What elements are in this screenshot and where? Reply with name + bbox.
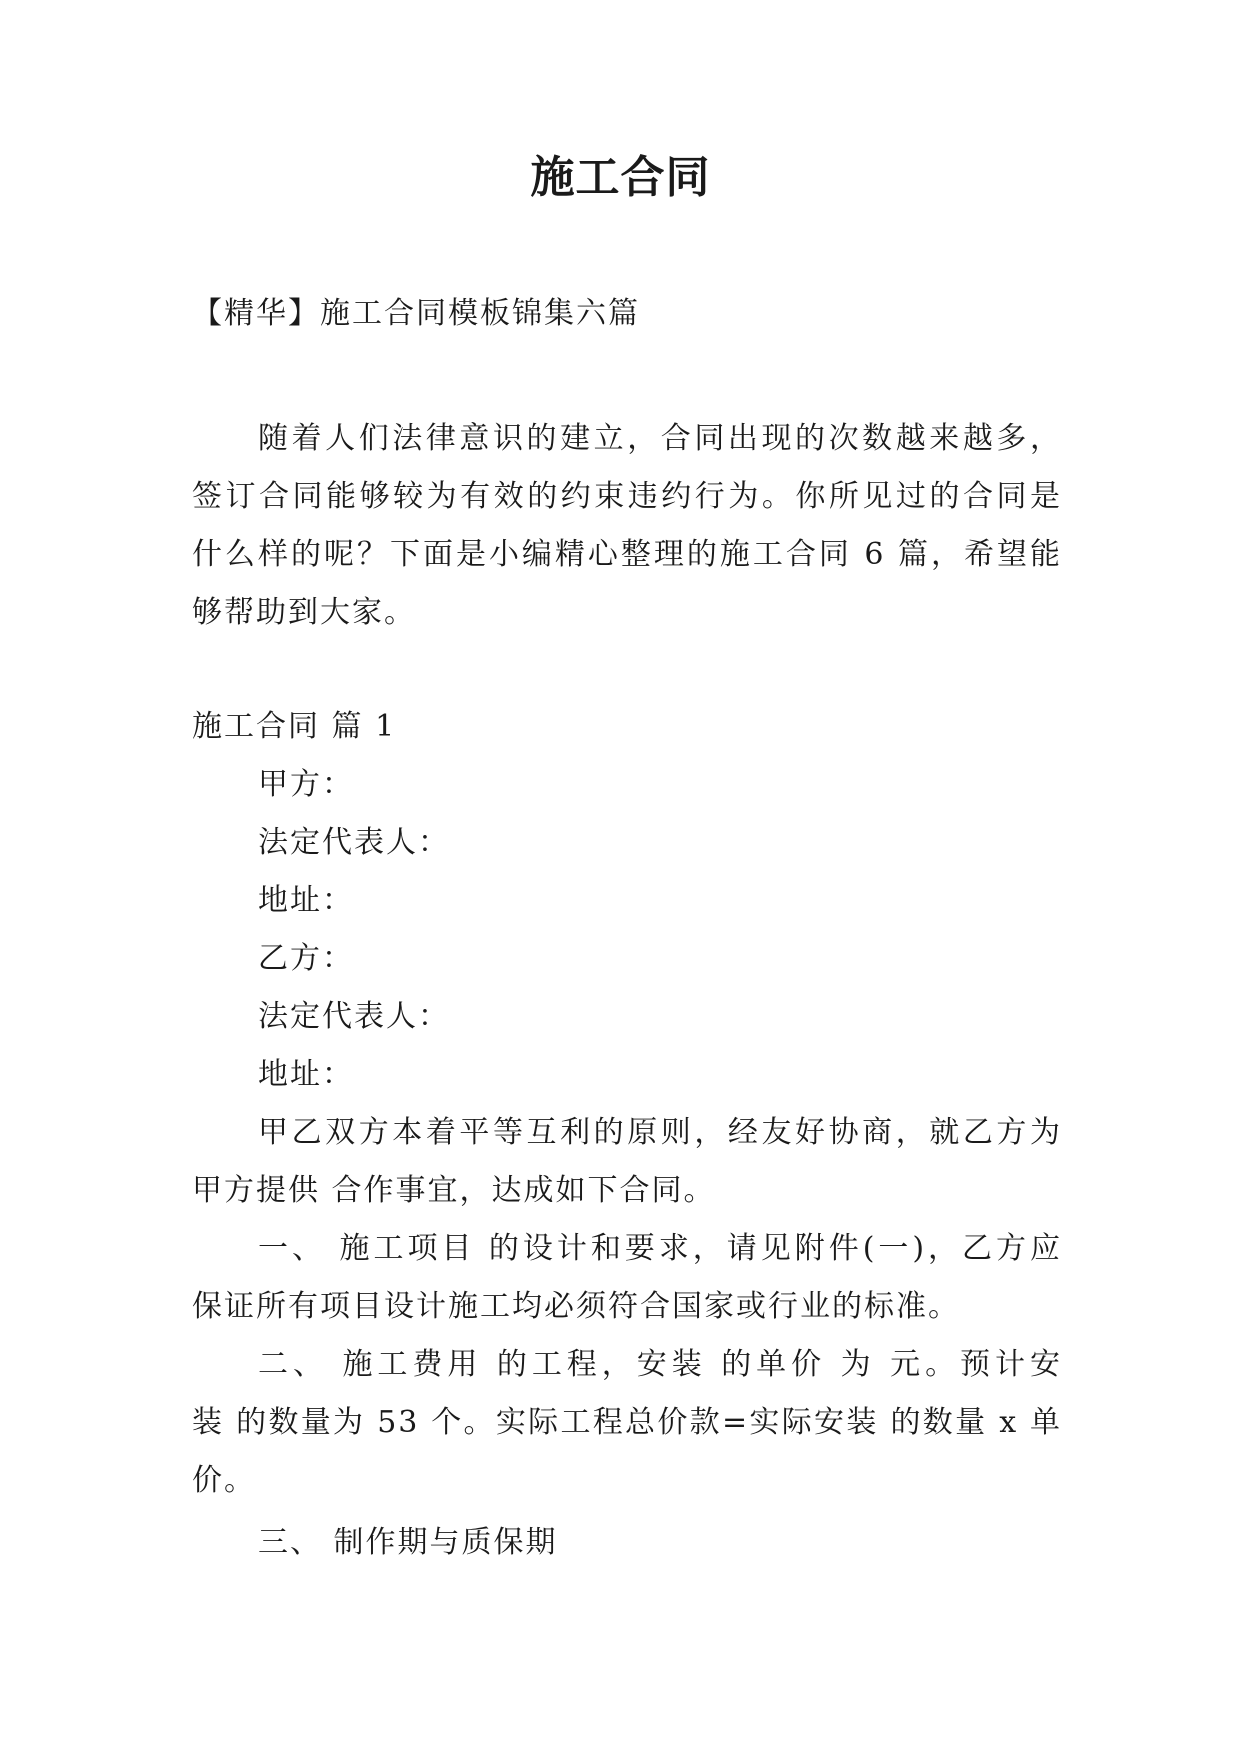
intro-line: 随着人们法律意识的建立，合同出现的次数越来越多， bbox=[258, 421, 1062, 456]
clause-1-line: 一、 施工项目 的设计和要求，请见附件(一)，乙方应 bbox=[258, 1231, 1062, 1266]
clause-2-line: 二、 施工费用 的工程，安装 的单价 为 元。预计安 bbox=[258, 1347, 1062, 1382]
clause-2-line: 装 的数量为 53 个。实际工程总价款=实际安装 的数量 x 单 bbox=[192, 1405, 1062, 1440]
party-b-address-label: 地址： bbox=[258, 1057, 354, 1092]
intro-line: 什么样的呢？下面是小编精心整理的施工合同 6 篇，希望能 bbox=[192, 537, 1062, 572]
clause-1-line: 保证所有项目设计施工均必须符合国家或行业的标准。 bbox=[192, 1289, 960, 1324]
section-heading: 施工合同 篇 1 bbox=[192, 709, 397, 744]
document-subtitle: 【精华】施工合同模板锦集六篇 bbox=[192, 296, 640, 331]
party-a-label: 甲方： bbox=[258, 767, 354, 802]
contract-body bbox=[192, 698, 1062, 1572]
party-a-representative-label: 法定代表人： bbox=[258, 825, 450, 860]
party-b-representative-label: 法定代表人： bbox=[258, 999, 450, 1034]
party-a-address-label: 地址： bbox=[258, 883, 354, 918]
intro-paragraph bbox=[192, 410, 1062, 642]
clause-2-line: 价。 bbox=[192, 1463, 256, 1498]
preamble-line: 甲乙双方本着平等互利的原则，经友好协商，就乙方为 bbox=[258, 1115, 1062, 1150]
preamble-line: 甲方提供 合作事宜，达成如下合同。 bbox=[192, 1173, 716, 1208]
intro-line: 签订合同能够较为有效的约束违约行为。你所见过的合同是 bbox=[192, 479, 1062, 514]
intro-line: 够帮助到大家。 bbox=[192, 595, 416, 630]
clause-3-heading: 三、 制作期与质保期 bbox=[258, 1525, 558, 1560]
document-title: 施工合同 bbox=[530, 152, 711, 203]
party-b-label: 乙方： bbox=[258, 941, 354, 976]
